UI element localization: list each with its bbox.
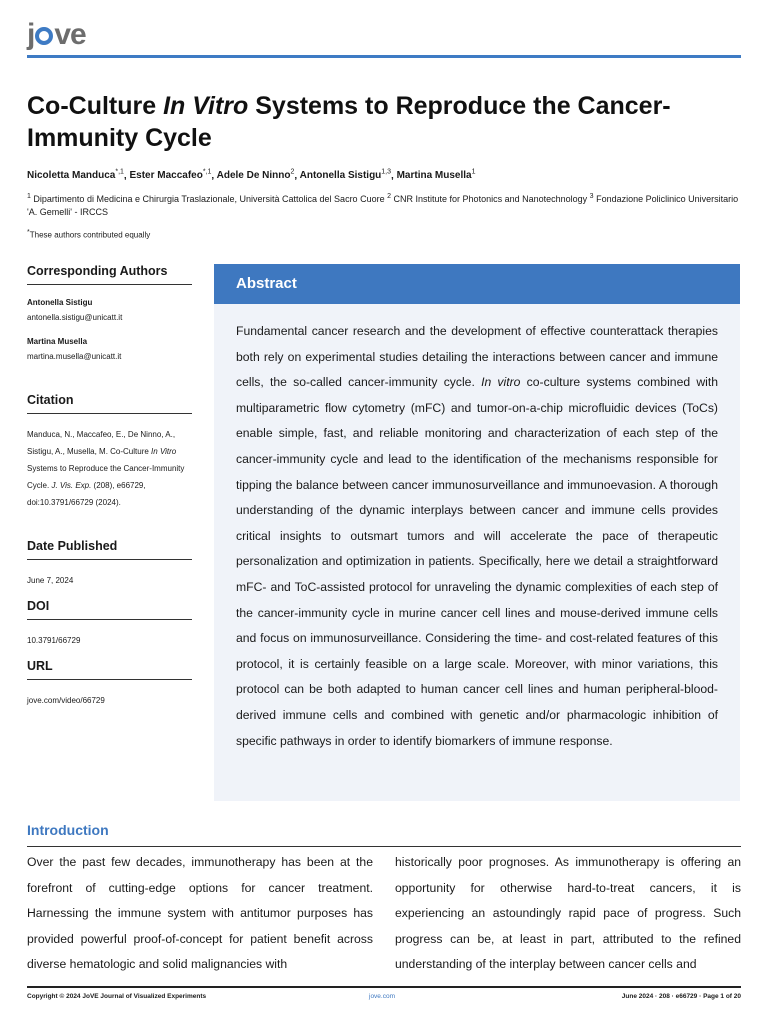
doi-value[interactable]: 10.3791/66729 xyxy=(27,636,81,645)
author: Nicoletta Manduca$^{*,1}$ xyxy=(27,169,124,182)
author: Antonella Sistigu$^{1,3}$ xyxy=(299,169,392,182)
author: Martina Musella$^1$ xyxy=(396,169,476,182)
article-title: Co-Culture In Vitro Systems to Reproduce the Cancer-Immunity Cycle xyxy=(27,92,671,152)
introduction-heading: Introduction xyxy=(27,822,109,838)
jove-logo[interactable] xyxy=(27,18,86,52)
citation-text: Manduca, N., Maccafeo, E., De Ninno, A., Sistigu, A., Musella, M. Co-Culture In Vitro Systems to Reproduce the Cancer-Immunity Cycle. J. Vis. Exp. (208), e66729, doi:10.3791/66729 (2024). xyxy=(27,430,185,507)
footer-page-info: June 2024 · 208 · e66729 · Page 1 of 20 xyxy=(621,993,741,1000)
equal-contribution-note: *These authors contributed equally xyxy=(27,229,151,240)
corresponding-author-email[interactable]: martina.musella@unicatt.it xyxy=(27,352,122,361)
introduction-column-right: historically poor prognoses. As immunotherapy is offering an opportunity for otherwise hard-to-treat cancers, it is experiencing an astoundingly rapid pace of progress. Such progress can be, at least in part, attributed to the refined understanding of the interplay between cancer cells and xyxy=(395,855,741,972)
corresponding-author-name: Antonella Sistigu xyxy=(27,298,93,307)
logo-ring-icon xyxy=(35,27,53,45)
introduction-rule xyxy=(27,846,741,847)
sidebar xyxy=(27,264,192,709)
corresponding-authors-heading: Corresponding Authors xyxy=(27,264,192,285)
header-rule xyxy=(27,55,741,58)
footer-site-link[interactable]: jove.com xyxy=(369,993,396,1000)
author: Ester Maccafeo$^{*,1}$ xyxy=(129,169,212,182)
affiliations: $^1$ Dipartimento di Medicina e Chirurgia Traslazionale, Università Cattolica del Sacro Cuore $^2$ CNR Institute for Photonics and Nanotechnology $^3$ Fondazione Policlinico Universitario 'A. Gemelli' - IRCCS xyxy=(27,193,739,217)
abstract-heading: Abstract xyxy=(214,264,740,304)
url-heading: URL xyxy=(27,659,192,680)
corresponding-author-name: Martina Musella xyxy=(27,337,88,346)
logo-text-start: j xyxy=(27,18,35,51)
citation-heading: Citation xyxy=(27,393,192,414)
author: Adele De Ninno$^2$ xyxy=(216,169,295,182)
doi-heading: DOI xyxy=(27,599,192,620)
abstract-box xyxy=(214,264,740,801)
date-published-heading: Date Published xyxy=(27,539,192,560)
footer-copyright: Copyright © 2024 JoVE Journal of Visualized Experiments xyxy=(27,993,207,1000)
logo-text-end: ve xyxy=(54,18,86,51)
date-published: June 7, 2024 xyxy=(27,576,74,585)
introduction-column-left: Over the past few decades, immunotherapy has been at the forefront of cutting-edge options for cancer treatment. Harnessing the immune system with antitumor purposes has provided powerful proof-of-concept for patient benefit across diverse hematologic and solid malignancies with xyxy=(27,855,373,972)
corresponding-author-email[interactable]: antonella.sistigu@unicatt.it xyxy=(27,313,123,322)
url-value[interactable]: jove.com/video/66729 xyxy=(27,696,105,705)
author-list: Nicoletta Manduca$^{*,1}$, Ester Maccafeo$^{*,1}$, Adele De Ninno$^2$, Antonella Sistigu$^{1,3}$, Martina Musella$^1$ xyxy=(27,169,476,182)
footer-rule xyxy=(27,986,741,988)
abstract-text: Fundamental cancer research and the development of effective counterattack therapies both rely on experimental studies detailing the interactions between cancer and immune cells, the so-called cancer-immunity cycle. In vitro co-culture systems combined with multiparametric flow cytometry (mFC) and tumor-on-a-chip microfluidic devices (ToCs) enable simple, fast, and reliable monitoring and characterization of each step of the cancer-immunity cycle and lead to the identification of the mechanisms responsible for tipping the balance between cancer immunosurveillance and immunoevasion. A thorough understanding of the dynamic interplays between cancer and immune cells provides critical insights to outsmart tumors and will accelerate the pace of therapeutic personalization and optimization in patients. Specifically, here we detail a straightforward mFC- and ToC-assisted protocol for unraveling the dynamic complexities of each step of the cancer-immunity cycle in murine cancer cell lines and mouse-derived immune cells and focus on immunosurveillance. Considering the time- and cost-related features of this protocol, it is certainly feasible on a large scale. Moreover, with minor variations, this protocol can be both adapted to human cancer cell lines and human peripheral-blood-derived immune cells and combined with genetic and/or pharmacologic inhibition of specific pathways in order to identify biomarkers of immune response. xyxy=(236,324,719,748)
